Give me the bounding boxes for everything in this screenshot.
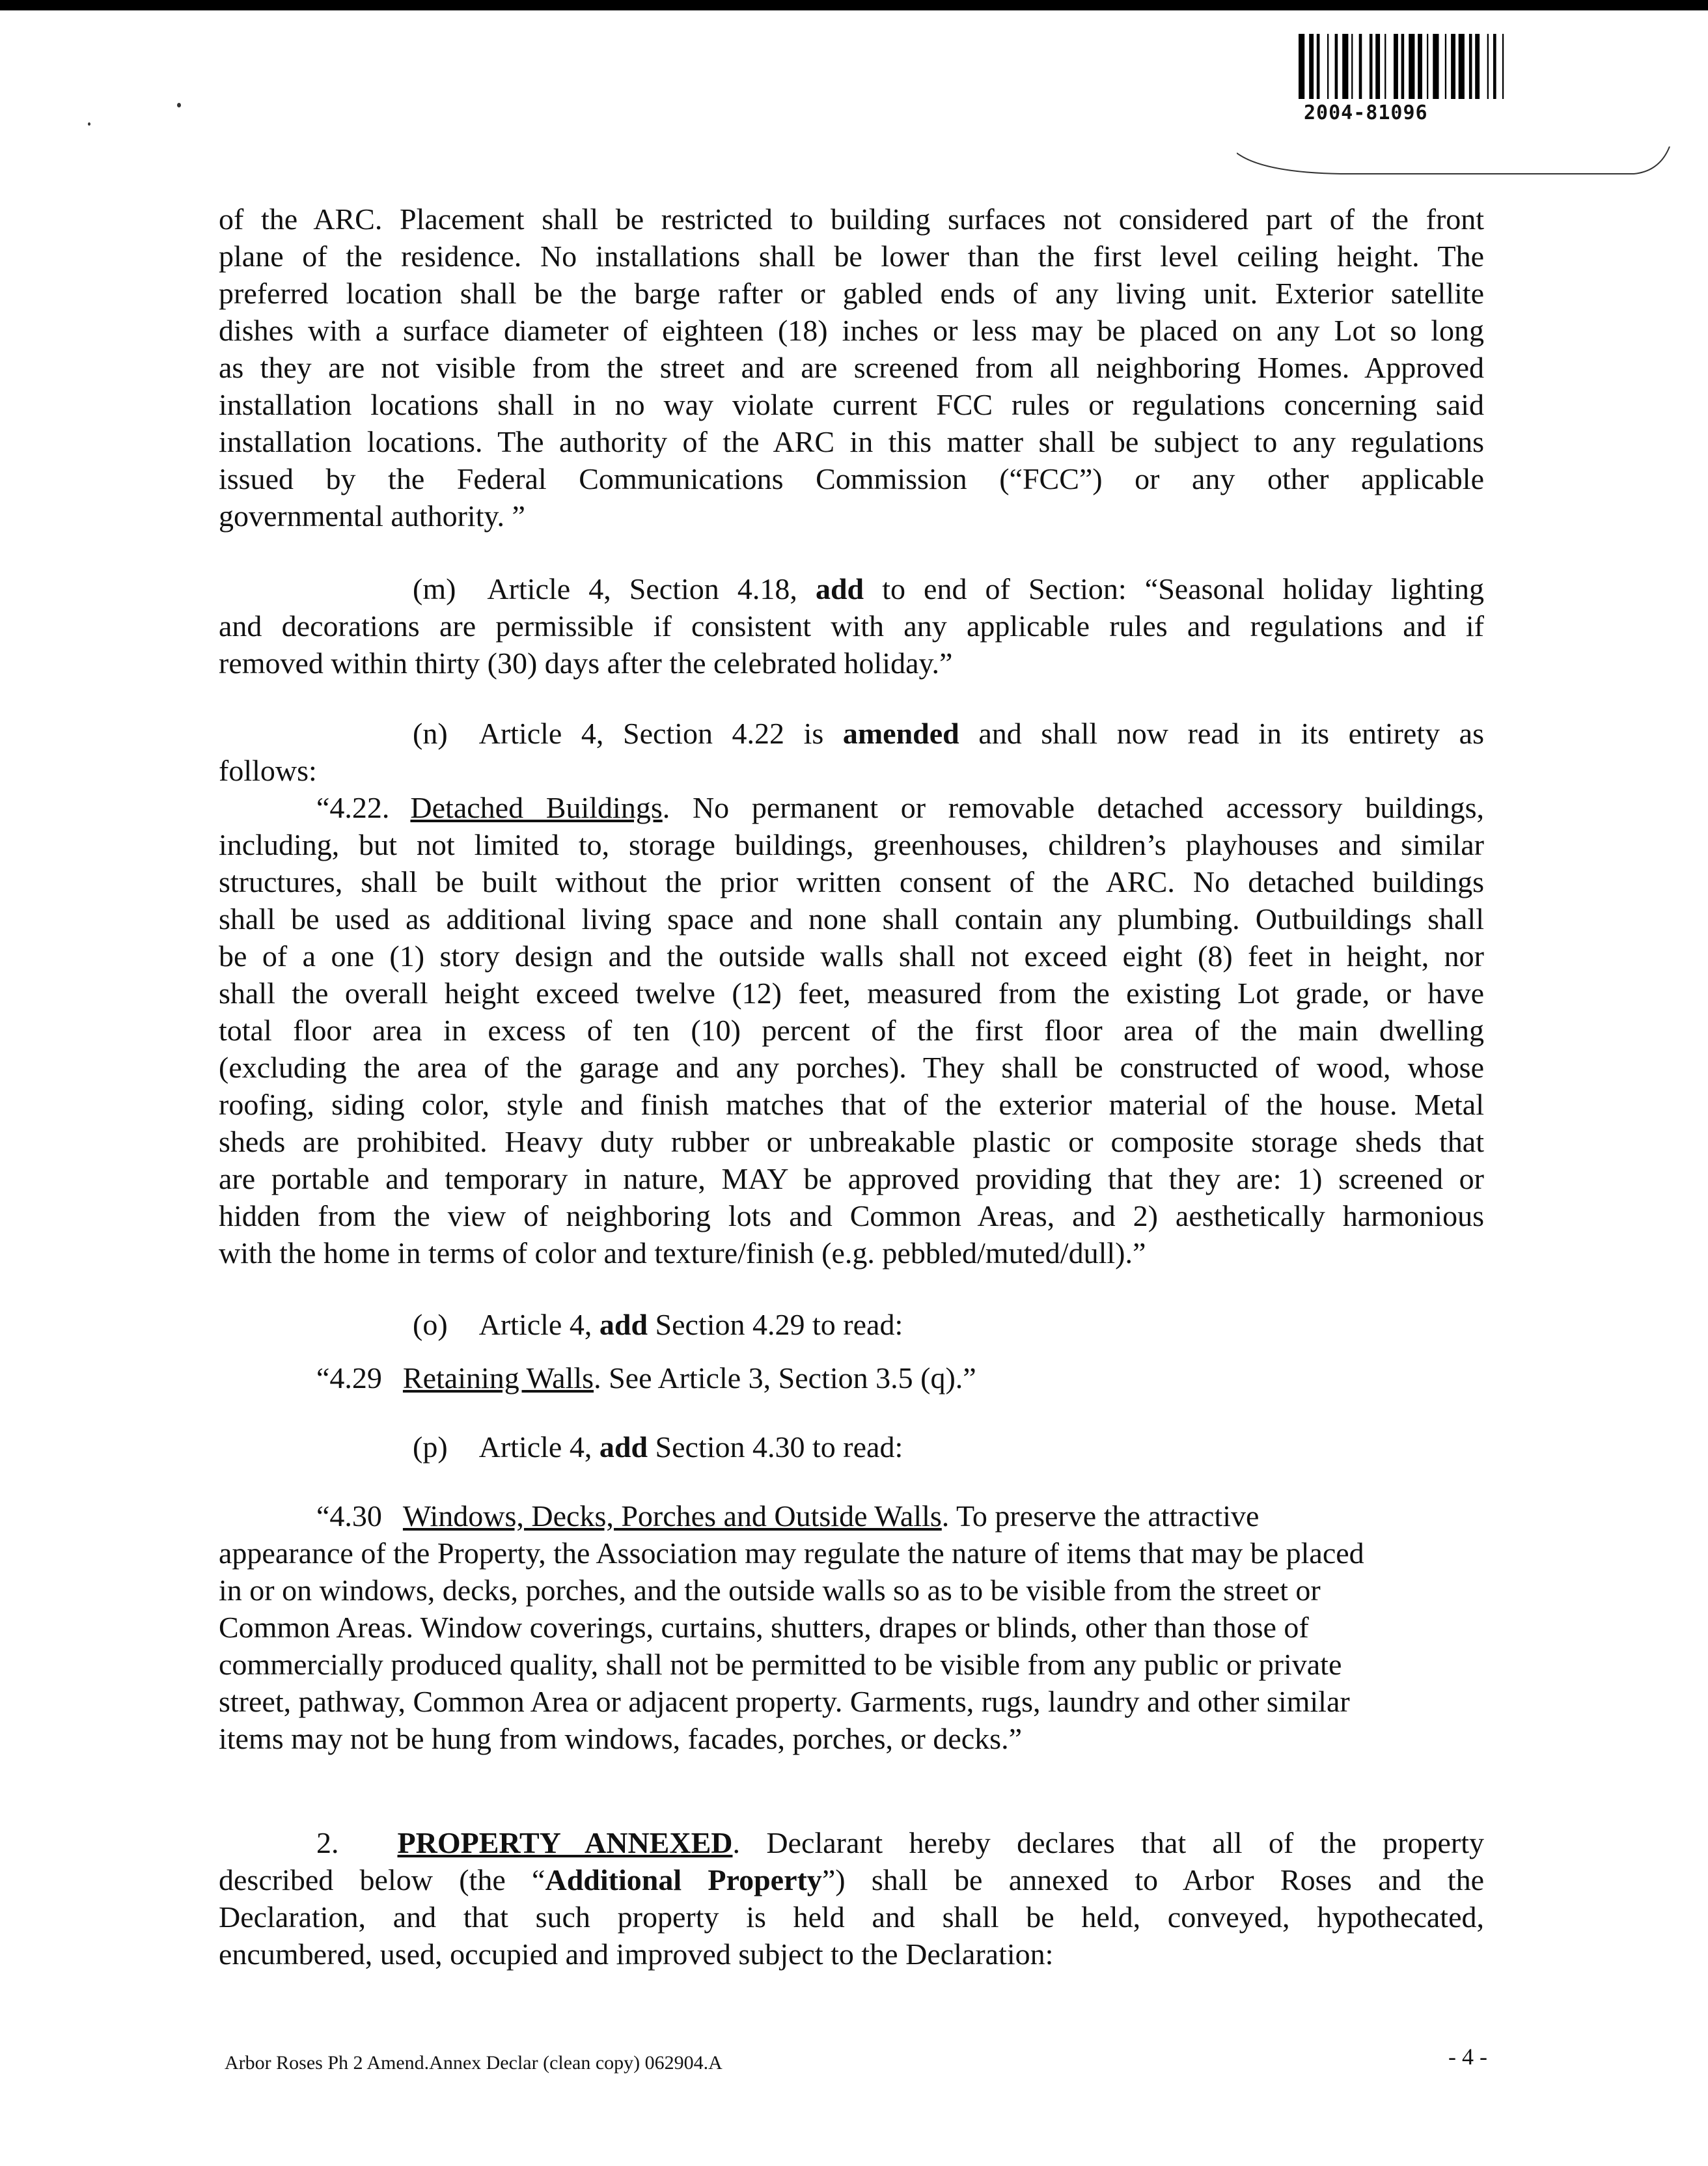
barcode-bar (1493, 34, 1496, 99)
section-heading: PROPERTY ANNEXED (397, 1826, 733, 1859)
text-line: sheds are prohibited. Heavy duty rubber or unbreakable plastic or composite storage sheds that (219, 1125, 1484, 1158)
section-2-property-annexed (219, 1824, 1484, 1973)
text-line: Common Areas. Window coverings, curtains, shutters, drapes or blinds, other than those of (219, 1611, 1309, 1644)
barcode-bar (1487, 34, 1489, 99)
text-run: Article 4, Section 4.18, (487, 572, 816, 605)
bold-keyword: add (599, 1308, 648, 1341)
amendment-p (219, 1428, 1484, 1465)
barcode-bar (1342, 34, 1348, 99)
section-4-30 (219, 1497, 1484, 1757)
text-line: issued by the Federal Communications Commission (“FCC”) or any other applicable (219, 462, 1484, 495)
text-line: are portable and temporary in nature, MAY be approved providing that they are: 1) screened or (219, 1162, 1484, 1195)
text-run: . See Article 3, Section 3.5 (q).” (594, 1361, 976, 1395)
bold-keyword: add (599, 1430, 648, 1464)
barcode-bar (1384, 34, 1386, 99)
text-line: hidden from the view of neighboring lots and Common Areas, and 2) aesthetically harmonious (219, 1199, 1484, 1232)
barcode-bar (1351, 34, 1353, 99)
text-line: governmental authority. ” (219, 499, 525, 533)
barcode-bar (1433, 34, 1439, 99)
section-title: Windows, Decks, Porches and Outside Walls (402, 1499, 942, 1533)
item-marker: (o) (413, 1308, 448, 1341)
bold-term: Additional Property (545, 1863, 822, 1896)
text-line (219, 570, 1484, 607)
text-line: items may not be hung from windows, facades, porches, or decks.” (219, 1722, 1023, 1755)
barcode-bar (1418, 34, 1422, 99)
satellite-dish-paragraph (219, 201, 1484, 535)
text-line: in or on windows, decks, porches, and the outside walls so as to be visible from the street or (219, 1574, 1321, 1607)
text-run: Article 4, Section 4.22 is (478, 717, 843, 750)
text-line: appearance of the Property, the Association may regulate the nature of items that may be placed (219, 1536, 1364, 1570)
section-title: Detached Buildings (410, 791, 663, 824)
text-line: commercially produced quality, shall not be permitted to be visible from any public or private (219, 1648, 1342, 1681)
text-run: Section 4.30 to read: (648, 1430, 903, 1464)
text-run: . To preserve the attractive (941, 1499, 1260, 1533)
text-line: roofing, siding color, style and finish matches that of the exterior material of the house. Metal (219, 1088, 1484, 1121)
amendment-n (219, 715, 1484, 789)
barcode-bar (1317, 34, 1320, 99)
text-line: installation locations. The authority of the ARC in this matter shall be subject to any regulations (219, 425, 1484, 458)
barcode-bars (1299, 34, 1605, 99)
section-number: “4.22. (316, 791, 390, 824)
text-line: Declaration, and that such property is held and shall be held, conveyed, hypothecated, (219, 1900, 1484, 1934)
barcode-bar (1394, 34, 1398, 99)
text-line: encumbered, used, occupied and improved subject to the Declaration: (219, 1937, 1054, 1971)
text-run: . Declarant hereby declares that all of the property (732, 1826, 1484, 1859)
item-marker: (n) (413, 717, 448, 750)
barcode-bar (1459, 34, 1465, 99)
barcode-number: 2004-81096 (1304, 102, 1428, 124)
page-number: - 4 - (1448, 2044, 1487, 2070)
footer-document-id: Arbor Roses Ph 2 Amend.Annex Declar (clean copy) 062904.A (225, 2052, 723, 2074)
barcode-bar (1359, 34, 1362, 99)
section-4-22 (219, 789, 1484, 1271)
text-line (219, 1861, 1484, 1898)
barcode-bar (1327, 34, 1329, 99)
item-marker: (m) (413, 572, 456, 605)
text-line: shall be used as additional living space and none shall contain any plumbing. Outbuildings shall (219, 902, 1484, 936)
text-line: installation locations shall in no way violate current FCC rules or regulations concerning said (219, 388, 1484, 421)
text-run: to end of Section: “Seasonal holiday lighting (864, 572, 1484, 605)
barcode-bar (1502, 34, 1504, 99)
text-line: removed within thirty (30) days after the celebrated holiday.” (219, 646, 953, 680)
scan-speck (177, 103, 181, 107)
text-line: of the ARC. Placement shall be restricted to building surfaces not considered part of the front (219, 202, 1484, 236)
section-title: Retaining Walls (402, 1361, 594, 1395)
barcode-bar (1445, 34, 1446, 99)
text-line (219, 1306, 1484, 1343)
text-line (219, 1428, 1484, 1465)
text-line: with the home in terms of color and texture/finish (e.g. pebbled/muted/dull).” (219, 1236, 1146, 1270)
text-run: Article 4, (478, 1430, 599, 1464)
text-run: ”) shall be annexed to Arbor Roses and the (821, 1863, 1484, 1896)
text-run: described below (the “ (219, 1863, 545, 1896)
text-line (219, 789, 1484, 826)
text-line (219, 715, 1484, 752)
text-line: shall the overall height exceed twelve (12) feet, measured from the existing Lot grade, or have (219, 977, 1484, 1010)
barcode-bar (1469, 34, 1472, 99)
barcode-bar (1451, 34, 1455, 99)
text-line: dishes with a surface diameter of eighteen (18) inches or less may be placed on any Lot so long (219, 314, 1484, 347)
barcode-bar (1299, 34, 1304, 99)
scan-curve-mark (1237, 146, 1673, 186)
amendment-o (219, 1306, 1484, 1343)
section-4-29 (219, 1359, 1484, 1396)
bold-keyword: amended (842, 717, 959, 750)
text-run: and shall now read in its entirety as (959, 717, 1484, 750)
scan-speck (88, 122, 90, 126)
section-number: 2. (316, 1826, 339, 1859)
text-line: plane of the residence. No installations shall be lower than the first level ceiling height. The (219, 240, 1484, 273)
barcode-bar (1375, 34, 1380, 99)
text-line (219, 1359, 1484, 1396)
text-run: Article 4, (478, 1308, 599, 1341)
item-marker: (p) (413, 1430, 448, 1464)
text-run: Section 4.29 to read: (648, 1308, 903, 1341)
barcode-bar (1427, 34, 1428, 99)
text-run: . No permanent or removable detached accessory buildings, (662, 791, 1485, 824)
section-number: “4.29 (316, 1361, 382, 1395)
barcode-bar (1401, 34, 1405, 99)
text-line: total floor area in excess of ten (10) percent of the first floor area of the main dwelling (219, 1014, 1484, 1047)
text-line: structures, shall be built without the prior written consent of the ARC. No detached buildings (219, 865, 1484, 898)
text-line: follows: (219, 754, 317, 787)
text-line: including, but not limited to, storage buildings, greenhouses, children’s playhouses and similar (219, 828, 1484, 861)
barcode-bar (1409, 34, 1414, 99)
text-line: preferred location shall be the barge rafter or gabled ends of any living unit. Exterior satellite (219, 277, 1484, 310)
barcode-bar (1309, 34, 1314, 99)
bold-keyword: add (815, 572, 864, 605)
text-line: as they are not visible from the street and are screened from all neighboring Homes. Approved (219, 351, 1484, 384)
text-line (219, 1824, 1484, 1861)
text-line: and decorations are permissible if consistent with any applicable rules and regulations and if (219, 609, 1484, 643)
barcode-bar (1475, 34, 1480, 99)
text-line: (excluding the area of the garage and any porches). They shall be constructed of wood, whose (219, 1051, 1484, 1084)
scan-top-edge (0, 0, 1708, 10)
section-number: “4.30 (316, 1499, 382, 1533)
barcode-bar (1335, 34, 1338, 99)
recording-barcode (1299, 34, 1605, 138)
text-line: be of a one (1) story design and the outside walls shall not exceed eight (8) feet in height, nor (219, 939, 1484, 973)
text-line: street, pathway, Common Area or adjacent property. Garments, rugs, laundry and other similar (219, 1685, 1350, 1718)
amendment-m (219, 570, 1484, 682)
barcode-bar (1370, 34, 1373, 99)
text-line (219, 1497, 1484, 1534)
